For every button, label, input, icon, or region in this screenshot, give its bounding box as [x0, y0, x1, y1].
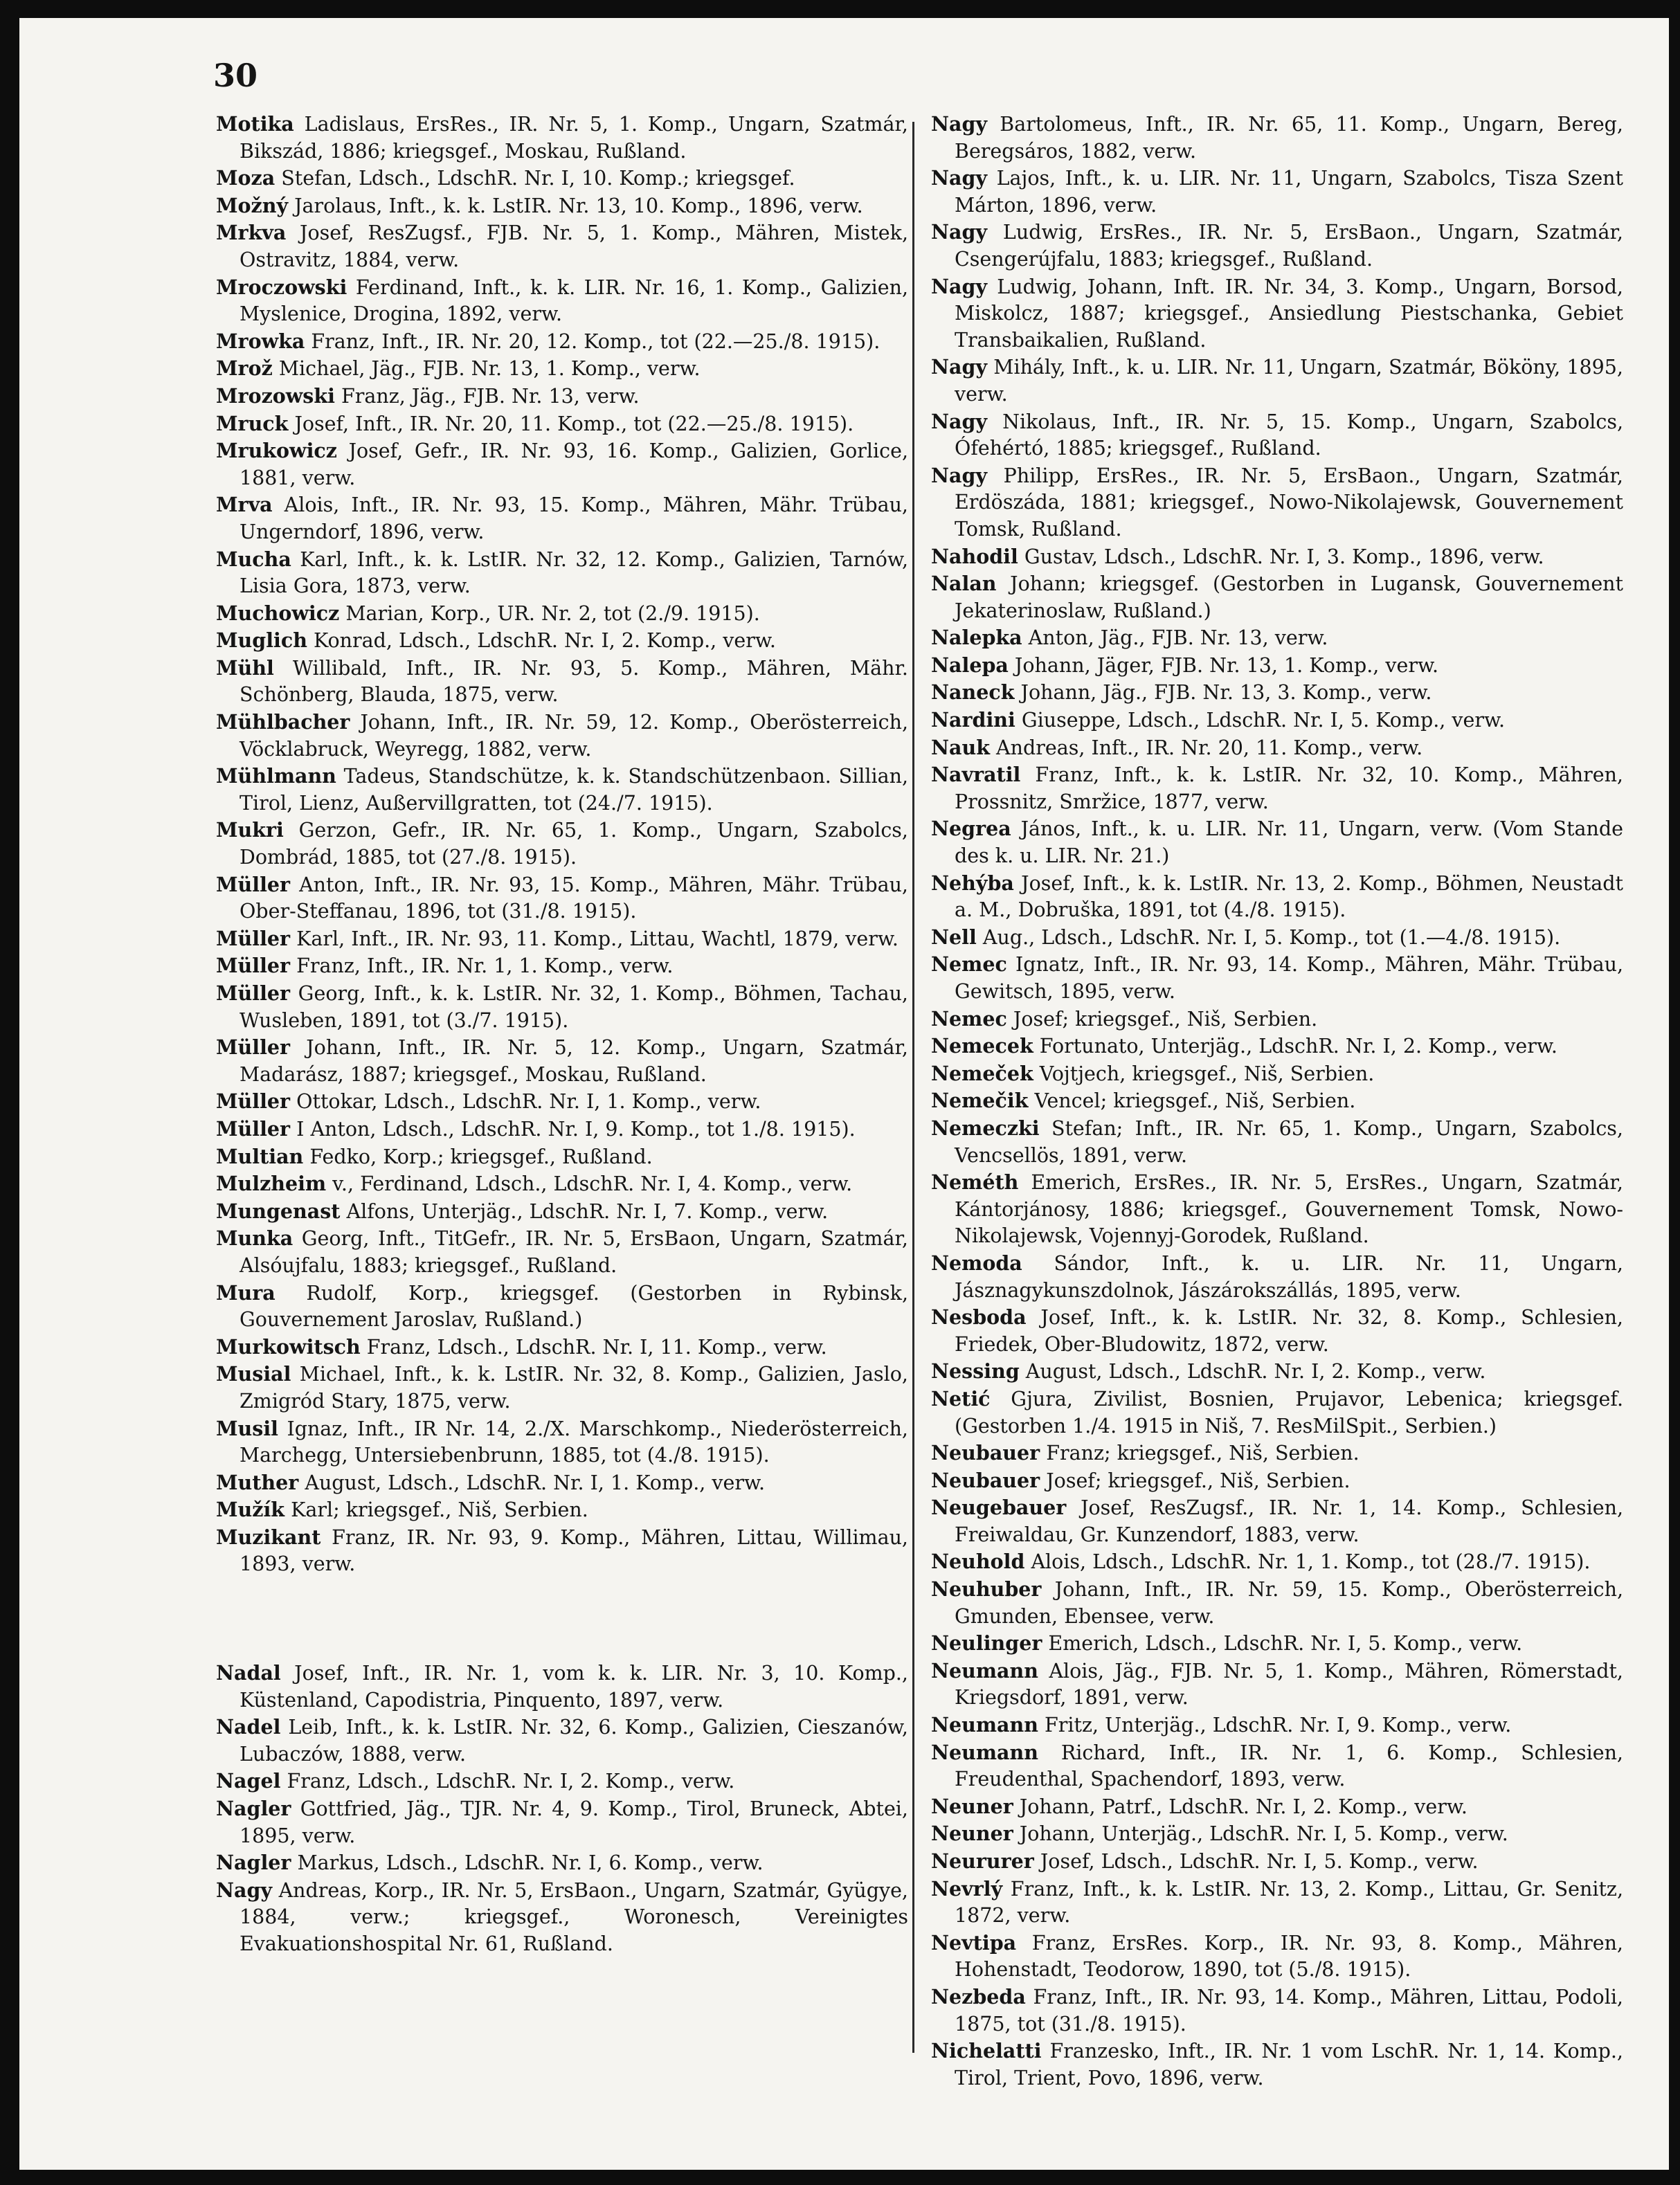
entry-details: Giuseppe, Ldsch., LdschR. Nr. I, 5. Komp., verw.	[1015, 709, 1506, 732]
entry-details: Vencel; kriegsgef., Niš, Serbien.	[1028, 1089, 1356, 1113]
entry-details: Konrad, Ldsch., LdschR. Nr. I, 2. Komp., verw.	[307, 629, 776, 653]
register-entry	[931, 1793, 1623, 1821]
register-entry	[931, 543, 1623, 571]
entry-details: Franz, IR. Nr. 93, 9. Komp., Mähren, Littau, Willimau, 1893, verw.	[240, 1525, 908, 1576]
entry-surname: Murkowitsch	[216, 1334, 361, 1359]
entry-details: Marian, Korp., UR. Nr. 2, tot (2./9. 1915).	[339, 601, 760, 625]
entry-details: Alois, Inft., IR. Nr. 93, 15. Komp., Mähren, Mähr. Trübau, Ungerndorf, 1896, verw.	[240, 493, 908, 543]
entry-details: Anton, Jäg., FJB. Nr. 13, verw.	[1022, 626, 1328, 650]
entry-surname: Müller	[216, 926, 291, 950]
entry-details: Josef, Ldsch., LdschR. Nr. I, 5. Komp., verw.	[1033, 1850, 1479, 1873]
entry-surname: Nagler	[216, 1797, 291, 1821]
entry-details: I Anton, Ldsch., LdschR. Nr. I, 9. Komp., tot 1./8. 1915).	[290, 1117, 856, 1141]
left-entry-list-n	[216, 1660, 908, 1958]
entry-details: Josef, Inft., IR. Nr. 20, 11. Komp., tot (22.—25./8. 1915).	[288, 412, 854, 435]
entry-surname: Nesboda	[931, 1305, 1027, 1330]
register-entry	[216, 355, 908, 383]
entry-surname: Nehýba	[931, 871, 1014, 895]
entry-details: Lajos, Inft., k. u. LIR. Nr. 11, Ungarn, Szabolcs, Tisza Szent Márton, 1896, verw.	[955, 167, 1623, 217]
register-entry	[931, 1467, 1623, 1495]
entry-surname: Nagy	[216, 1878, 273, 1902]
right-entry-list	[931, 111, 1623, 2092]
entry-details: Franz; kriegsgef., Niš, Serbien.	[1040, 1442, 1360, 1465]
entry-surname: Nalepka	[931, 626, 1022, 650]
entry-details: Josef, ResZugsf., FJB. Nr. 5, 1. Komp., Mähren, Mistek, Ostravitz, 1884, verw.	[240, 221, 908, 271]
register-entry	[216, 1768, 908, 1795]
register-entry	[216, 1088, 908, 1116]
page-number: 30	[213, 57, 258, 94]
entry-surname: Nagy	[931, 274, 988, 298]
entry-details: Gerzon, Gefr., IR. Nr. 65, 1. Komp., Ungarn, Szabolcs, Dombrád, 1885, tot (27./8. 1915).	[240, 819, 908, 869]
entry-surname: Mungenast	[216, 1199, 341, 1223]
register-entry	[931, 1876, 1623, 1930]
entry-details: Jarolaus, Inft., k. k. LstIR. Nr. 13, 10. Komp., 1896, verw.	[288, 194, 863, 217]
register-entry	[216, 1361, 908, 1415]
entry-details: János, Inft., k. u. LIR. Nr. 11, Ungarn, verw. (Vom Stande des k. u. LIR. Nr. 21.)	[955, 817, 1623, 868]
entry-details: Alfons, Unterjäg., LdschR. Nr. I, 7. Komp., verw.	[340, 1199, 829, 1223]
register-entry	[216, 600, 908, 628]
entry-surname: Müller	[216, 872, 291, 896]
entry-surname: Mrkva	[216, 221, 287, 245]
register-entry	[931, 1630, 1623, 1658]
entry-details: Franz, Jäg., FJB. Nr. 13, verw.	[334, 384, 640, 408]
entry-surname: Nagy	[931, 409, 988, 433]
entry-surname: Neumann	[931, 1713, 1038, 1737]
column-divider	[912, 122, 914, 2053]
entry-details: Josef, Inft., k. k. LstIR. Nr. 32, 8. Komp., Schlesien, Friedek, Ober-Bludowitz, 1872, verw.	[955, 1306, 1623, 1356]
entry-surname: Neururer	[931, 1849, 1034, 1873]
register-entry	[931, 1087, 1623, 1115]
register-entry	[931, 1712, 1623, 1739]
entry-surname: Mrva	[216, 493, 273, 517]
entry-details: Franz, ErsRes. Korp., IR. Nr. 93, 8. Komp., Mähren, Hohenstadt, Teodorow, 1890, tot (5./8. 1915).	[955, 1931, 1623, 1982]
entry-details: Nikolaus, Inft., IR. Nr. 5, 15. Komp., Ungarn, Szabolcs, Ófehértó, 1885; kriegsgef., Rußland.	[955, 410, 1623, 460]
entry-surname: Muzikant	[216, 1525, 321, 1549]
register-entry	[216, 274, 908, 328]
entry-details: Franz, Inft., IR. Nr. 1, 1. Komp., verw.	[290, 954, 674, 978]
register-entry	[216, 1225, 908, 1279]
register-entry	[931, 652, 1623, 680]
entry-details: Franz, Inft., IR. Nr. 93, 14. Komp., Mähren, Littau, Podoli, 1875, tot (31./8. 1915).	[955, 1985, 1623, 2036]
register-entry	[216, 952, 908, 980]
entry-details: Alois, Jäg., FJB. Nr. 5, 1. Komp., Mähren, Römerstadt, Kriegsdorf, 1891, verw.	[955, 1659, 1623, 1710]
entry-surname: Navratil	[931, 763, 1021, 787]
entry-details: Franz, Inft., k. k. LstIR. Nr. 13, 2. Komp., Littau, Gr. Senitz, 1872, verw.	[955, 1877, 1623, 1928]
register-entry	[931, 1548, 1623, 1576]
register-entry	[216, 1849, 908, 1877]
entry-details: Fortunato, Unterjäg., LdschR. Nr. I, 2. Komp., verw.	[1033, 1035, 1557, 1058]
register-entry	[931, 408, 1623, 462]
register-entry	[931, 219, 1623, 273]
entry-details: Mihály, Inft., k. u. LIR. Nr. 11, Ungarn, Szatmár, Bököny, 1895, verw.	[955, 356, 1623, 406]
entry-details: Johann, Patrf., LdschR. Nr. I, 2. Komp., verw.	[1013, 1795, 1467, 1818]
left-column	[216, 111, 908, 1958]
entry-details: Markus, Ldsch., LdschR. Nr. I, 6. Komp., verw.	[291, 1851, 764, 1875]
entry-details: Johann, Inft., IR. Nr. 59, 15. Komp., Oberösterreich, Gmunden, Ebensee, verw.	[955, 1578, 1623, 1628]
entry-surname: Nardini	[931, 708, 1015, 732]
entry-details: Ferdinand, Inft., k. k. LIR. Nr. 16, 1. Komp., Galizien, Myslenice, Drogina, 1892, verw.	[240, 275, 908, 326]
entry-details: Karl, Inft., k. k. LstIR. Nr. 32, 12. Komp., Galizien, Tarnów, Lisia Gora, 1873, verw.	[240, 547, 908, 598]
register-entry	[216, 1116, 908, 1143]
register-entry	[931, 1576, 1623, 1630]
entry-surname: Nadel	[216, 1715, 281, 1739]
register-entry	[216, 709, 908, 763]
register-entry	[931, 1169, 1623, 1250]
entry-surname: Nemeczki	[931, 1116, 1040, 1140]
entry-surname: Mrukowicz	[216, 439, 337, 463]
entry-surname: Nahodil	[931, 544, 1018, 568]
entry-surname: Nemecek	[931, 1034, 1033, 1058]
register-entry	[216, 1143, 908, 1171]
register-entry	[931, 1386, 1623, 1440]
entry-surname: Nezbeda	[931, 1984, 1026, 2009]
register-entry	[216, 871, 908, 925]
entry-surname: Naneck	[931, 680, 1015, 705]
entry-surname: Müller	[216, 1116, 291, 1141]
register-entry	[216, 219, 908, 273]
entry-surname: Nevtipa	[931, 1930, 1017, 1955]
entry-details: Rudolf, Korp., kriegsgef. (Gestorben in Rybinsk, Gouvernement Jaroslav, Rußland.)	[240, 1281, 908, 1332]
entry-surname: Nemečik	[931, 1089, 1029, 1113]
register-entry	[931, 1358, 1623, 1386]
entry-details: Josef, Gefr., IR. Nr. 93, 16. Komp., Galizien, Gorlice, 1881, verw.	[240, 439, 908, 489]
register-entry	[216, 655, 908, 709]
entry-details: August, Ldsch., LdschR. Nr. I, 2. Komp., verw.	[1019, 1360, 1486, 1384]
entry-surname: Mulzheim	[216, 1172, 327, 1196]
register-entry	[216, 546, 908, 600]
entry-details: Fedko, Korp.; kriegsgef., Rußland.	[303, 1145, 653, 1168]
entry-surname: Nemec	[931, 952, 1007, 977]
scan-border-left	[0, 0, 19, 2185]
entry-details: Johann; kriegsgef. (Gestorben in Lugansk, Gouvernement Jekaterinoslaw, Rußland.)	[955, 572, 1623, 622]
entry-surname: Nagy	[931, 355, 988, 379]
entry-surname: Mruck	[216, 411, 289, 435]
register-entry	[931, 1739, 1623, 1793]
entry-surname: Mrowka	[216, 329, 305, 353]
register-entry	[931, 2038, 1623, 2092]
register-entry	[216, 925, 908, 953]
entry-details: Ignaz, Inft., IR Nr. 14, 2./X. Marschkomp., Niederösterreich, Marchegg, Untersiebenbrunn, 1885, tot (4./8. 1915).	[240, 1417, 908, 1467]
register-entry	[931, 1033, 1623, 1060]
register-entry	[216, 1714, 908, 1768]
entry-surname: Motika	[216, 112, 294, 136]
entry-surname: Mrož	[216, 356, 273, 381]
entry-surname: Nell	[931, 925, 977, 949]
entry-surname: Neulinger	[931, 1631, 1042, 1656]
scan-border-bottom	[0, 2170, 1680, 2185]
entry-details: Fritz, Unterjäg., LdschR. Nr. I, 9. Komp., verw.	[1038, 1714, 1512, 1737]
left-entry-list	[216, 111, 908, 1578]
register-entry	[931, 462, 1623, 543]
entry-details: Franz, Inft., IR. Nr. 20, 12. Komp., tot (22.—25./8. 1915).	[305, 329, 880, 353]
entry-details: Emerich, ErsRes., IR. Nr. 5, ErsRes., Ungarn, Szatmár, Kántorjánosy, 1886; kriegsgef., Gouvernement Tomsk, Nowo-Nikolajewsk, Vojennyj-Gorodek, Rußland.	[955, 1171, 1623, 1248]
entry-surname: Müller	[216, 954, 291, 978]
register-entry	[931, 924, 1623, 952]
entry-details: Johann, Inft., IR. Nr. 59, 12. Komp., Oberösterreich, Vöcklabruck, Weyregg, 1882, verw.	[240, 711, 908, 761]
entry-surname: Musial	[216, 1362, 291, 1386]
entry-details: Richard, Inft., IR. Nr. 1, 6. Komp., Schlesien, Freudenthal, Spachendorf, 1893, verw.	[955, 1741, 1623, 1791]
entry-surname: Nalan	[931, 572, 997, 596]
register-entry	[931, 1848, 1623, 1876]
entry-details: Emerich, Ldsch., LdschR. Nr. I, 5. Komp., verw.	[1042, 1632, 1523, 1656]
entry-surname: Nemeček	[931, 1061, 1033, 1085]
entry-details: v., Ferdinand, Ldsch., LdschR. Nr. I, 4. Komp., verw.	[326, 1172, 853, 1196]
entry-surname: Mühlbacher	[216, 710, 350, 734]
register-entry	[216, 1334, 908, 1361]
register-entry	[216, 1660, 908, 1714]
entry-surname: Muther	[216, 1470, 299, 1494]
entry-details: Josef; kriegsgef., Niš, Serbien.	[1040, 1469, 1351, 1492]
register-entry	[216, 627, 908, 655]
entry-details: Andreas, Korp., IR. Nr. 5, ErsBaon., Ungarn, Szatmár, Gyügye, 1884, verw.; kriegsgef., Woronesch, Vereinigtes Evakuationshospital Nr. 61, Rußland.	[240, 1878, 908, 1955]
section-gap	[216, 1578, 908, 1660]
entry-details: Ludwig, Johann, Inft. IR. Nr. 34, 3. Komp., Ungarn, Borsod, Miskolcz, 1887; kriegsgef., Ansiedlung Piestschanka, Gebiet Transbaikalien, Rußland.	[955, 275, 1623, 352]
register-entry	[216, 1170, 908, 1198]
register-entry	[931, 1006, 1623, 1033]
entry-surname: Neumann	[931, 1740, 1038, 1764]
entry-details: Aug., Ldsch., LdschR. Nr. I, 5. Komp., tot (1.—4./8. 1915).	[976, 925, 1561, 949]
entry-details: Gottfried, Jäg., TJR. Nr. 4, 9. Komp., Tirol, Bruneck, Abtei, 1895, verw.	[240, 1797, 908, 1847]
register-entry	[216, 1198, 908, 1226]
entry-surname: Mukri	[216, 818, 284, 842]
entry-details: Gjura, Zivilist, Bosnien, Prujavor, Lebenica; kriegsgef. (Gestorben 1./4. 1915 in Niš, 7. ResMilSpit., Serbien.)	[955, 1387, 1623, 1438]
register-entry	[216, 1524, 908, 1578]
entry-details: Ludwig, ErsRes., IR. Nr. 5, ErsBaon., Ungarn, Szatmár, Csengerújfalu, 1883; kriegsgef., Rußland.	[955, 221, 1623, 271]
entry-surname: Mužík	[216, 1498, 285, 1522]
entry-surname: Neuner	[931, 1794, 1013, 1818]
entry-details: Andreas, Inft., IR. Nr. 20, 11. Komp., verw.	[990, 736, 1423, 759]
entry-details: August, Ldsch., LdschR. Nr. I, 1. Komp., verw.	[298, 1471, 766, 1494]
entry-details: Johann, Jäg., FJB. Nr. 13, 3. Komp., verw.	[1014, 681, 1432, 705]
entry-surname: Nagel	[216, 1769, 281, 1793]
entry-details: Georg, Inft., k. k. LstIR. Nr. 32, 1. Komp., Böhmen, Tachau, Wusleben, 1891, tot (3./7. 1915).	[240, 982, 908, 1032]
entry-details: Johann, Jäger, FJB. Nr. 13, 1. Komp., verw.	[1008, 653, 1439, 677]
entry-details: Sándor, Inft., k. u. LIR. Nr. 11, Ungarn, Jásznagykunszdolnok, Jászárokszállás, 1895, verw.	[955, 1251, 1623, 1302]
register-entry	[216, 817, 908, 871]
entry-details: Anton, Inft., IR. Nr. 93, 15. Komp., Mähren, Mähr. Trübau, Ober-Steffanau, 1896, tot (31./8. 1915).	[240, 873, 908, 923]
entry-surname: Mucha	[216, 547, 291, 571]
entry-details: Alois, Ldsch., LdschR. Nr. 1, 1. Komp., tot (28./7. 1915).	[1024, 1550, 1591, 1574]
entry-details: Franzesko, Inft., IR. Nr. 1 vom LschR. Nr. 1, 14. Komp., Tirol, Trient, Povo, 1896, verw.	[955, 2040, 1623, 2089]
entry-surname: Musil	[216, 1416, 278, 1440]
entry-surname: Nagy	[931, 463, 988, 487]
entry-surname: Neuhold	[931, 1550, 1025, 1574]
register-entry	[931, 870, 1623, 924]
entry-surname: Nichelatti	[931, 2039, 1042, 2063]
entry-details: Michael, Jäg., FJB. Nr. 13, 1. Komp., verw.	[272, 357, 701, 381]
entry-details: Ottokar, Ldsch., LdschR. Nr. I, 1. Komp., verw.	[290, 1090, 761, 1114]
entry-details: Bartolomeus, Inft., IR. Nr. 65, 11. Komp., Ungarn, Bereg, Beregsáros, 1882, verw.	[955, 113, 1623, 163]
register-entry	[216, 165, 908, 192]
entry-surname: Neugebauer	[931, 1496, 1067, 1520]
entry-details: Michael, Inft., k. k. LstIR. Nr. 32, 8. Komp., Galizien, Jaslo, Zmigród Stary, 1875, verw.	[240, 1363, 908, 1413]
entry-surname: Nemec	[931, 1006, 1007, 1031]
entry-surname: Nevrlý	[931, 1876, 1003, 1901]
entry-surname: Mühlmann	[216, 764, 336, 788]
entry-surname: Negrea	[931, 817, 1011, 841]
entry-details: Gustav, Ldsch., LdschR. Nr. I, 3. Komp., 1896, verw.	[1018, 545, 1544, 568]
entry-details: Johann, Inft., IR. Nr. 5, 12. Komp., Ungarn, Szatmár, Madarász, 1887; kriegsgef., Moskau, Rußland.	[240, 1036, 908, 1086]
entry-surname: Neumann	[931, 1658, 1038, 1683]
entry-details: Johann, Unterjäg., LdschR. Nr. I, 5. Komp., verw.	[1013, 1822, 1508, 1846]
register-entry	[216, 111, 908, 165]
register-entry	[216, 1415, 908, 1469]
entry-details: Vojtjech, kriegsgef., Niš, Serbien.	[1033, 1062, 1375, 1085]
register-entry	[931, 1060, 1623, 1088]
entry-details: Franz, Inft., k. k. LstIR. Nr. 32, 10. Komp., Mähren, Prossnitz, Smržice, 1877, verw.	[955, 763, 1623, 813]
scan-border-top	[0, 0, 1680, 18]
entry-surname: Neuner	[931, 1822, 1013, 1846]
register-entry	[216, 437, 908, 491]
entry-details: Karl; kriegsgef., Niš, Serbien.	[284, 1498, 588, 1522]
entry-surname: Muglich	[216, 628, 307, 653]
register-entry	[931, 1930, 1623, 1984]
register-entry	[216, 1469, 908, 1497]
entry-surname: Mroczowski	[216, 275, 347, 299]
register-entry	[931, 1658, 1623, 1712]
entry-surname: Nalepa	[931, 653, 1009, 677]
entry-surname: Neuhuber	[931, 1577, 1042, 1602]
register-entry	[931, 624, 1623, 652]
register-entry	[931, 570, 1623, 624]
entry-surname: Netić	[931, 1386, 991, 1411]
register-entry	[216, 328, 908, 356]
entry-surname: Neméth	[931, 1170, 1019, 1195]
entry-details: Stefan; Inft., IR. Nr. 65, 1. Komp., Ungarn, Szabolcs, Vencsellös, 1891, verw.	[955, 1116, 1623, 1167]
entry-surname: Multian	[216, 1144, 304, 1168]
register-entry	[216, 410, 908, 438]
entry-surname: Nagy	[931, 220, 988, 244]
entry-surname: Nessing	[931, 1359, 1020, 1384]
register-entry	[931, 1304, 1623, 1358]
entry-surname: Mrozowski	[216, 383, 335, 408]
register-entry	[216, 980, 908, 1034]
register-entry	[216, 1496, 908, 1524]
entry-surname: Neubauer	[931, 1468, 1040, 1492]
register-entry	[216, 491, 908, 545]
entry-surname: Munka	[216, 1226, 293, 1251]
register-entry	[931, 1984, 1623, 2038]
register-entry	[216, 383, 908, 410]
register-entry	[216, 1795, 908, 1849]
register-entry	[216, 1877, 908, 1958]
entry-surname: Nagler	[216, 1851, 291, 1875]
entry-details: Franz, Ldsch., LdschR. Nr. I, 2. Komp., verw.	[280, 1770, 735, 1793]
register-entry	[931, 815, 1623, 869]
entry-details: Ladislaus, ErsRes., IR. Nr. 5, 1. Komp., Ungarn, Szatmár, Bikszád, 1886; kriegsgef., Moskau, Rußland.	[240, 113, 908, 163]
entry-surname: Možný	[216, 193, 289, 217]
entry-surname: Nagy	[931, 166, 988, 190]
entry-details: Willibald, Inft., IR. Nr. 93, 5. Komp., Mähren, Mähr. Schönberg, Blauda, 1875, verw.	[240, 656, 908, 707]
register-entry	[931, 734, 1623, 762]
register-entry	[931, 679, 1623, 707]
register-entry	[931, 1115, 1623, 1169]
entry-details: Franz, Ldsch., LdschR. Nr. I, 11. Komp., verw.	[360, 1335, 827, 1359]
entry-surname: Mura	[216, 1280, 276, 1305]
register-entry	[931, 1820, 1623, 1848]
entry-details: Josef, Inft., IR. Nr. 1, vom k. k. LIR. Nr. 3, 10. Komp., Küstenland, Capodistria, Pinquento, 1897, verw.	[240, 1662, 908, 1712]
entry-details: Josef, Inft., k. k. LstIR. Nr. 13, 2. Komp., Böhmen, Neustadt a. M., Dobruška, 1891, tot (4./8. 1915).	[955, 871, 1623, 922]
entry-surname: Moza	[216, 166, 276, 190]
register-entry	[216, 192, 908, 220]
scan-border-right	[1669, 0, 1680, 2185]
entry-surname: Nadal	[216, 1661, 281, 1685]
entry-details: Tadeus, Standschütze, k. k. Standschützenbaon. Sillian, Tirol, Lienz, Außervillgratten, tot (24./7. 1915).	[240, 765, 908, 815]
entry-details: Josef, ResZugsf., IR. Nr. 1, 14. Komp., Schlesien, Freiwaldau, Gr. Kunzendorf, 1883, verw.	[955, 1496, 1623, 1546]
entry-details: Georg, Inft., TitGefr., IR. Nr. 5, ErsBaon, Ungarn, Szatmár, Alsóujfalu, 1883; kriegsgef., Rußland.	[240, 1227, 908, 1277]
register-entry	[931, 354, 1623, 408]
register-entry	[931, 273, 1623, 354]
entry-details: Josef; kriegsgef., Niš, Serbien.	[1006, 1007, 1318, 1031]
register-entry	[931, 761, 1623, 815]
entry-surname: Nagy	[931, 112, 988, 136]
entry-details: Stefan, Ldsch., LdschR. Nr. I, 10. Komp.; kriegsgef.	[275, 167, 795, 190]
right-column	[931, 111, 1623, 2092]
register-entry	[931, 1494, 1623, 1548]
entry-surname: Mühl	[216, 655, 274, 680]
register-entry	[931, 951, 1623, 1005]
entry-details: Leib, Inft., k. k. LstIR. Nr. 32, 6. Komp., Galizien, Cieszanów, Lubaczów, 1888, verw.	[240, 1716, 908, 1766]
register-entry	[931, 707, 1623, 734]
register-entry	[931, 111, 1623, 165]
entry-surname: Nemoda	[931, 1251, 1022, 1275]
register-entry	[216, 763, 908, 817]
register-entry	[931, 1250, 1623, 1304]
register-entry	[216, 1034, 908, 1088]
entry-surname: Müller	[216, 981, 291, 1005]
entry-details: Ignatz, Inft., IR. Nr. 93, 14. Komp., Mähren, Mähr. Trübau, Gewitsch, 1895, verw.	[955, 953, 1623, 1003]
entry-details: Philipp, ErsRes., IR. Nr. 5, ErsBaon., Ungarn, Szatmár, Erdöszáda, 1881; kriegsgef., Nowo-Nikolajewsk, Gouvernement Tomsk, Rußland.	[955, 464, 1623, 541]
register-entry	[216, 1280, 908, 1334]
entry-details: Karl, Inft., IR. Nr. 93, 11. Komp., Littau, Wachtl, 1879, verw.	[290, 927, 898, 950]
entry-surname: Müller	[216, 1035, 291, 1060]
entry-surname: Müller	[216, 1089, 291, 1114]
entry-surname: Muchowicz	[216, 601, 340, 625]
register-entry	[931, 165, 1623, 219]
register-entry	[931, 1440, 1623, 1467]
entry-surname: Neubauer	[931, 1441, 1040, 1465]
entry-surname: Nauk	[931, 735, 990, 759]
